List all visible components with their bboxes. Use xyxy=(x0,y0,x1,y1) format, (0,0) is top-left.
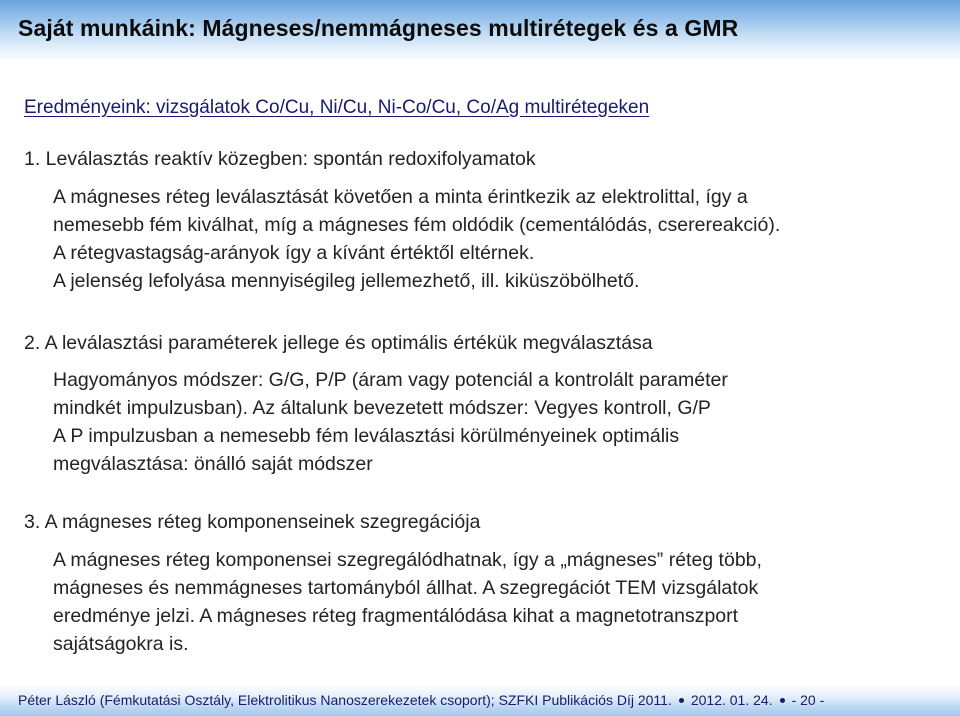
slide-subtitle: Eredményeink: vizsgálatok Co/Cu, Ni/Cu, Ni-Co/Cu, Co/Ag multirétegeken xyxy=(24,97,650,118)
bullet-icon xyxy=(780,698,785,703)
bullet-icon xyxy=(679,698,684,703)
slide-footer xyxy=(18,692,824,708)
slide-title: Saját munkáink: Mágneses/nemmágneses multirétegek és a GMR xyxy=(18,15,739,41)
section-2-line: megválasztása: önálló saját módszer xyxy=(53,453,373,475)
footer-date: 2012. 01. 24. xyxy=(690,692,773,708)
section-2-line: Hagyományos módszer: G/G, P/P (áram vagy potenciál a kontrolált paraméter xyxy=(53,369,728,391)
section-3-line: mágneses és nemmágneses tartományból állhat. A szegregációt TEM vizsgálatok xyxy=(53,577,759,599)
section-2-heading: 2. A leválasztási paraméterek jellege és optimális értékük megválasztása xyxy=(24,332,653,354)
footer-page-number: - 20 - xyxy=(791,692,825,708)
section-2-line: A P impulzusban a nemesebb fém leválasztási körülményeinek optimális xyxy=(53,425,680,447)
footer-credit: Péter László (Fémkutatási Osztály, Elektrolitikus Nanoszerekezetek csoport); SZFKI Publikációs Díj 2011. xyxy=(18,692,672,708)
section-3-line: sajátságokra is. xyxy=(53,633,189,655)
section-2-line: mindkét impulzusban). Az általunk bevezetett módszer: Vegyes kontroll, G/P xyxy=(53,397,711,419)
section-1-line: A rétegvastagság-arányok így a kívánt értéktől eltérnek. xyxy=(53,242,535,264)
section-1-heading: 1. Leválasztás reaktív közegben: spontán redoxifolyamatok xyxy=(24,148,536,170)
section-1-line: A mágneses réteg leválasztását követően a minta érintkezik az elektrolittal, így a xyxy=(53,186,748,208)
section-3-line: eredménye jelzi. A mágneses réteg fragmentálódása kihat a magnetotranszport xyxy=(53,605,739,627)
section-3-line: A mágneses réteg komponensei szegregálódhatnak, így a „mágneses” réteg több, xyxy=(53,549,762,571)
section-3-heading: 3. A mágneses réteg komponenseinek szegregációja xyxy=(24,511,481,533)
section-1-line: nemesebb fém kiválhat, míg a mágneses fém oldódik (cementálódás, cserereakció). xyxy=(53,214,781,236)
section-1-line: A jelenség lefolyása mennyiségileg jellemezhető, ill. kiküszöbölhető. xyxy=(53,270,640,292)
